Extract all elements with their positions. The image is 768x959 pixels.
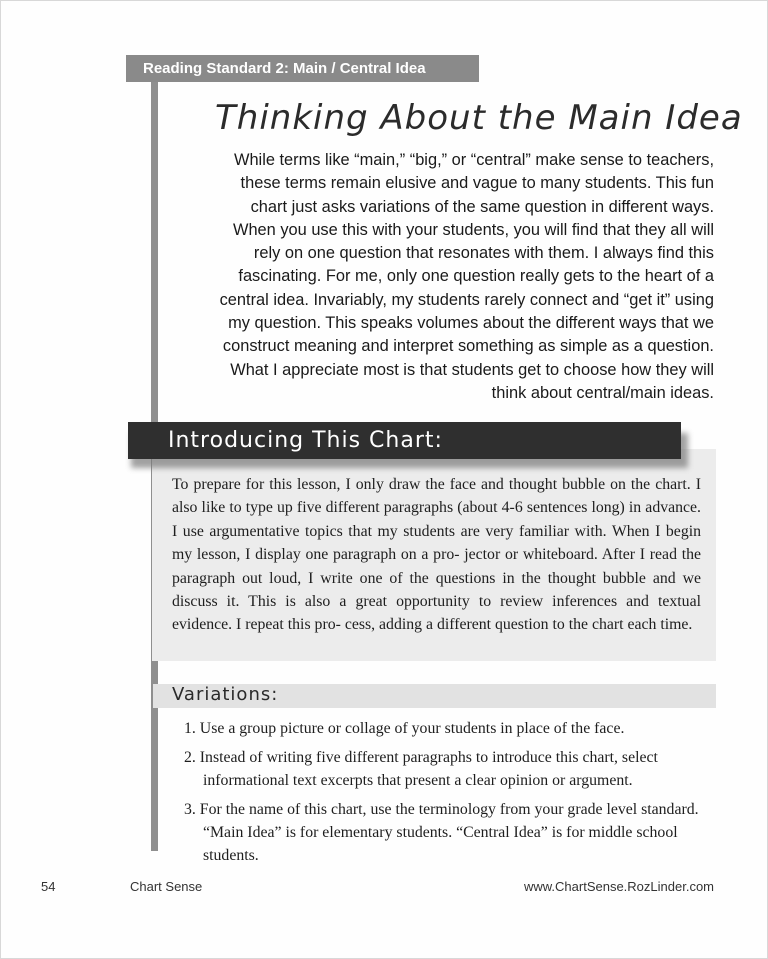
introducing-heading: Introducing This Chart: bbox=[128, 422, 681, 459]
page-number: 54 bbox=[41, 879, 56, 894]
intro-line: chart just asks variations of the same question in different ways. bbox=[250, 197, 714, 216]
standard-label: Reading Standard 2: Main / Central Idea bbox=[126, 55, 479, 82]
footer-url: www.ChartSense.RozLinder.com bbox=[523, 879, 714, 894]
intro-line: What I appreciate most is that students get to choose how they will bbox=[230, 360, 714, 379]
intro-paragraph bbox=[181, 149, 714, 405]
variation-item: 2. Instead of writing five different paragraphs to introduce this chart, select informational text excerpts that present a clear opinion or argument. bbox=[184, 749, 658, 789]
introducing-line: long) in advance. I use argumentative topics that my students are very bbox=[172, 499, 701, 540]
intro-line: While terms like “main,” “big,” or “central” make sense to teachers, bbox=[233, 151, 714, 169]
introducing-line: the questions in the thought bubble and we discuss it. This is also a great bbox=[172, 569, 701, 611]
book-title: Chart Sense bbox=[130, 879, 203, 894]
intro-line: fascinating. For me, only one question really gets to the heart of a bbox=[238, 267, 714, 286]
intro-line: think about central/main ideas. bbox=[491, 383, 714, 402]
page-title: Thinking About the Main Idea bbox=[215, 98, 743, 138]
introducing-paragraph bbox=[172, 473, 701, 637]
intro-line: these terms remain elusive and vague to many students. This fun bbox=[240, 174, 714, 193]
intro-line: rely on one question that resonates with them. I always find this bbox=[253, 244, 714, 263]
introducing-line: To prepare for this lesson, I only draw the face and thought bubble on the bbox=[172, 476, 651, 493]
intro-line: construct meaning and interpret something as simple as a question. bbox=[222, 337, 714, 356]
introducing-line: opportunity to review inferences and textual evidence. I repeat this pro- bbox=[172, 593, 701, 634]
intro-line: my question. This speaks volumes about the different ways that we bbox=[228, 314, 714, 333]
variations-heading: Variations: bbox=[172, 684, 279, 705]
introducing-line: cess, adding a different question to the chart each time. bbox=[344, 616, 693, 634]
variation-item: 1. Use a group picture or collage of your students in place of the face. bbox=[184, 720, 625, 737]
intro-line: central idea. Invariably, my students rarely connect and “get it” using bbox=[219, 290, 714, 309]
variations-list bbox=[184, 717, 714, 873]
variation-item: 3. For the name of this chart, use the terminology from your grade level standard. “Main Idea” is for elementary students. “Central Idea” is for middle school students. bbox=[184, 801, 699, 864]
introducing-line: chart. I also like to type up five different paragraphs (about 4-6 sentences bbox=[172, 476, 702, 517]
introducing-line: jector or whiteboard. After I read the paragraph out loud, I write one of bbox=[172, 546, 701, 587]
intro-line: When you use this with your students, you will find that they all will bbox=[232, 220, 714, 239]
introducing-line: familiar with. When I begin my lesson, I display one paragraph on a pro- bbox=[172, 522, 702, 564]
